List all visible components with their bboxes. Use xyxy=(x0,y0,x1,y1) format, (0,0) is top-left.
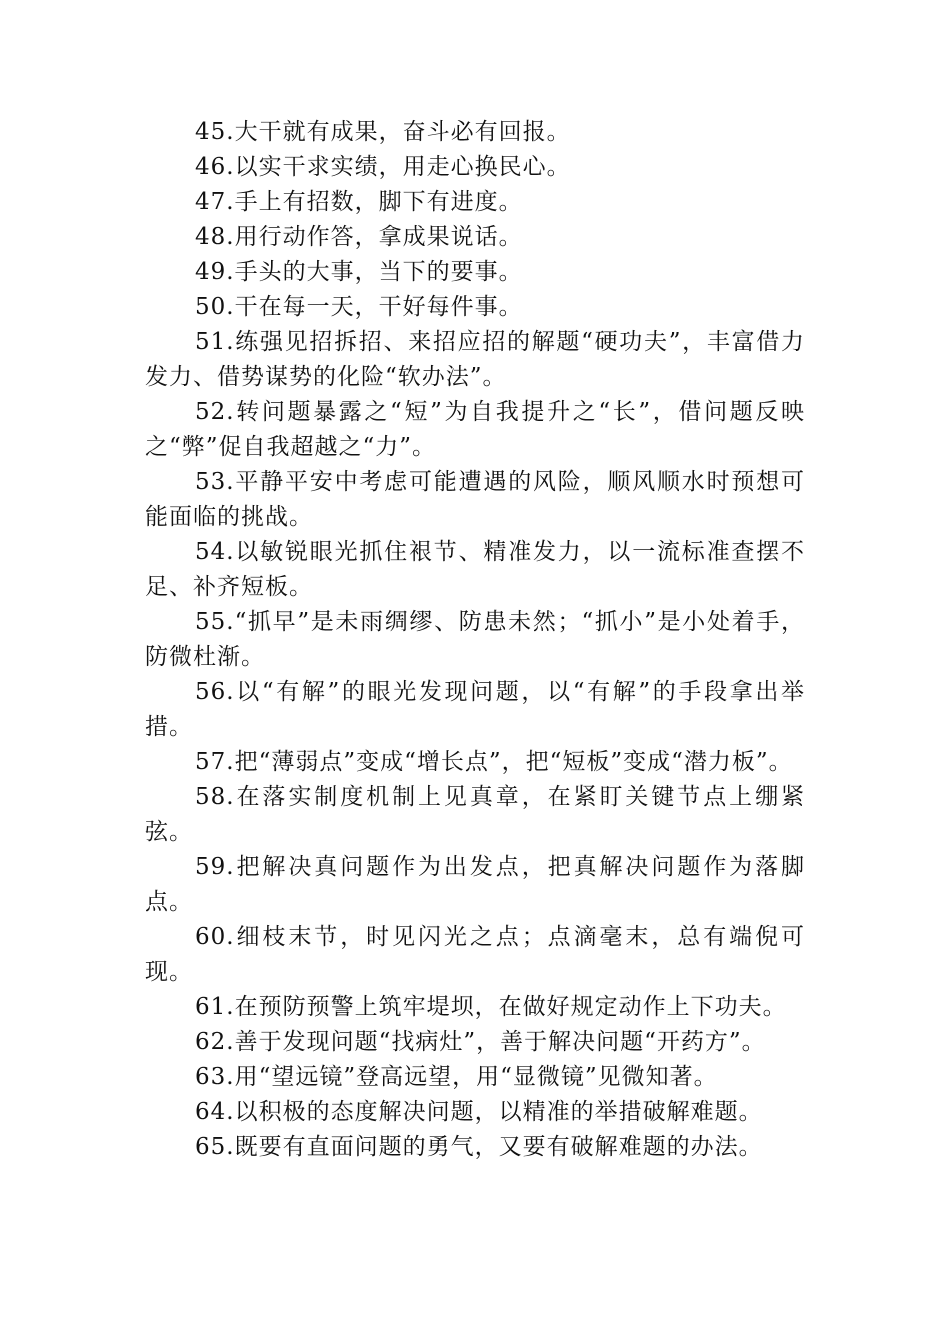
paragraph-65: 65.既要有直面问题的勇气，又要有破解难题的办法。 xyxy=(195,1134,763,1160)
paragraph-63: 63.用“望远镜”登高远望，用“显微镜”见微知著。 xyxy=(195,1064,718,1090)
paragraph-59: 59.把解决真问题作为出发点，把真解决问题作为落脚点。 xyxy=(145,854,805,915)
paragraph-52: 52.转问题暴露之“短”为自我提升之“长”，借问题反映之“弊”促自我超越之“力”。 xyxy=(145,399,805,460)
paragraph-48: 48.用行动作答，拿成果说话。 xyxy=(195,224,523,250)
paragraph-60: 60.细枝末节，时见闪光之点；点滴毫末，总有端倪可现。 xyxy=(145,924,805,985)
paragraph-53: 53.平静平安中考虑可能遭遇的风险，顺风顺水时预想可能面临的挑战。 xyxy=(145,469,805,530)
paragraph-57: 57.把“薄弱点”变成“增长点”，把“短板”变成“潜力板”。 xyxy=(195,749,793,775)
paragraph-46: 46.以实干求实绩，用走心换民心。 xyxy=(195,154,571,180)
paragraph-58: 58.在落实制度机制上见真章，在紧盯关键节点上绷紧弦。 xyxy=(145,784,805,845)
document-body xyxy=(145,115,805,1165)
paragraph-49: 49.手头的大事，当下的要事。 xyxy=(195,259,523,285)
paragraph-64: 64.以积极的态度解决问题，以精准的举措破解难题。 xyxy=(195,1099,763,1125)
paragraph-61: 61.在预防预警上筑牢堤坝，在做好规定动作上下功夫。 xyxy=(195,994,787,1020)
paragraph-47: 47.手上有招数，脚下有进度。 xyxy=(195,189,523,215)
paragraph-56: 56.以“有解”的眼光发现问题，以“有解”的手段拿出举措。 xyxy=(145,679,805,740)
paragraph-45: 45.大干就有成果，奋斗必有回报。 xyxy=(195,119,571,145)
paragraph-54: 54.以敏锐眼光抓住裉节、精准发力，以一流标准查摆不足、补齐短板。 xyxy=(145,539,805,600)
paragraph-62: 62.善于发现问题“找病灶”，善于解决问题“开药方”。 xyxy=(195,1029,766,1055)
paragraph-51: 51.练强见招拆招、来招应招的解题“硬功夫”，丰富借力发力、借势谋势的化险“软办法”。 xyxy=(145,329,805,390)
paragraph-50: 50.干在每一天，干好每件事。 xyxy=(195,294,523,320)
paragraph-55: 55.“抓早”是未雨绸缪、防患未然；“抓小”是小处着手，防微杜渐。 xyxy=(145,609,805,670)
